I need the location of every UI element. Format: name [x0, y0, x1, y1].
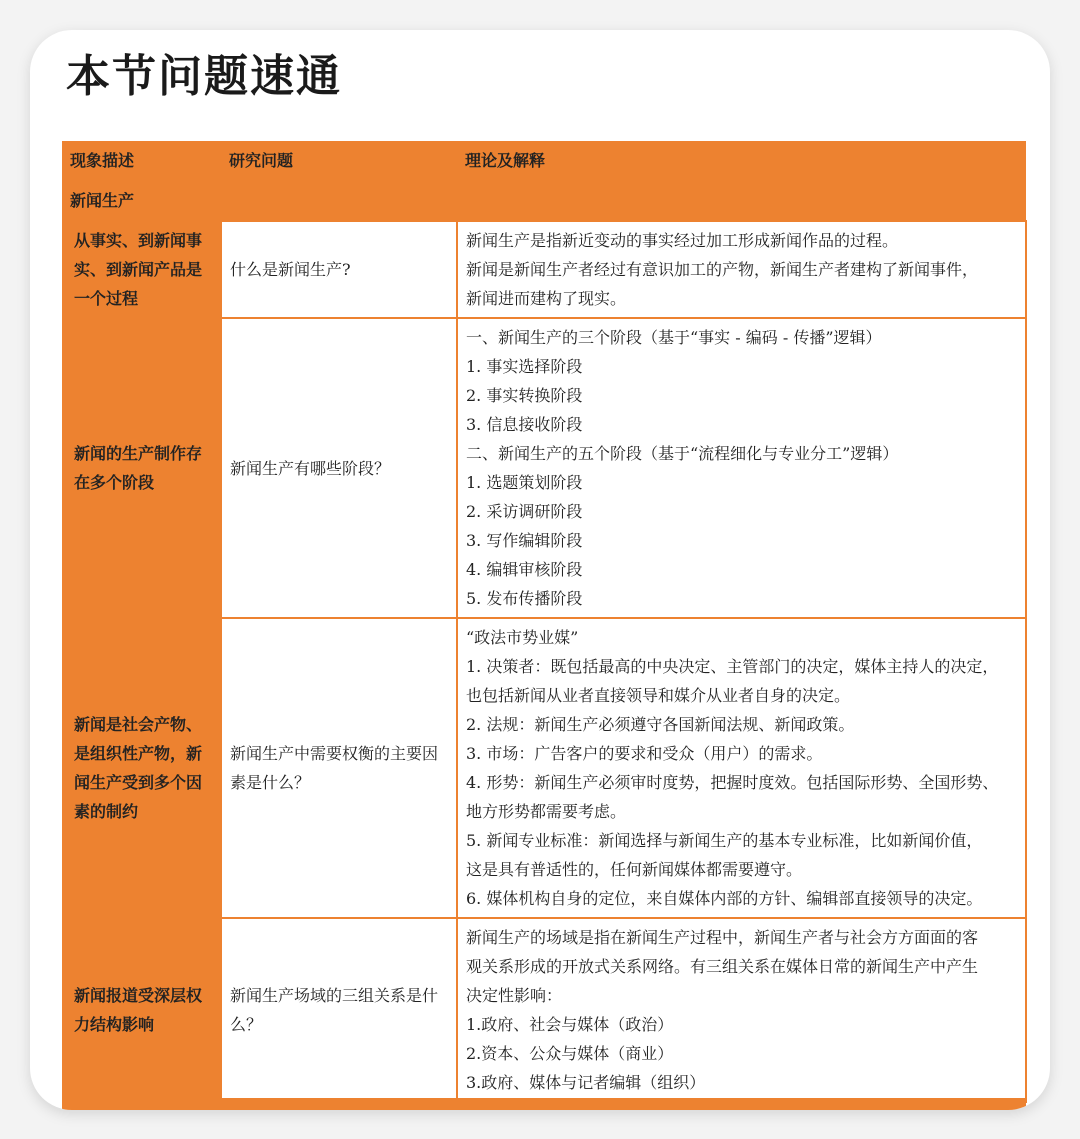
section-row [62, 180, 1026, 221]
phenomenon-cell: 新闻的生产制作存在多个阶段 [62, 318, 221, 618]
explanation-line: 1. 决策者：既包括最高的中央决定、主管部门的决定，媒体主持人的决定， [466, 657, 999, 676]
explanation-line: 6. 媒体机构自身的定位，来自媒体内部的方针、编辑部直接领导的决定。 [466, 889, 983, 908]
table-row [62, 318, 1026, 618]
phenomenon-cell: 新闻是社会产物、是组织性产物，新闻生产受到多个因素的制约 [62, 618, 221, 918]
explanation-line: 5. 发布传播阶段 [466, 589, 583, 608]
explanation-line: 2. 事实转换阶段 [466, 386, 583, 405]
table-bottom-bar [62, 1098, 1026, 1110]
explanation-line: 观关系形成的开放式关系网络。有三组关系在媒体日常的新闻生产中产生 [466, 957, 979, 976]
explanation-cell [457, 618, 1026, 918]
explanation-line: 3.政府、媒体与记者编辑（组织） [466, 1073, 706, 1092]
table-row [62, 221, 1026, 318]
header-explanation: 理论及解释 [457, 141, 1026, 180]
phenomenon-cell: 新闻报道受深层权力结构影响 [62, 918, 221, 1102]
explanation-line: 一、新闻生产的三个阶段（基于“事实 - 编码 - 传播”逻辑） [466, 328, 882, 347]
header-phenomenon: 现象描述 [62, 141, 221, 180]
explanation-line: “政法市势业媒” [466, 628, 579, 647]
page-title: 本节问题速通 [66, 51, 342, 102]
phenomenon-cell: 从事实、到新闻事实、到新闻产品是一个过程 [62, 221, 221, 318]
explanation-line: 1. 选题策划阶段 [466, 473, 583, 492]
explanation-line: 3. 信息接收阶段 [466, 415, 583, 434]
explanation-line: 4. 编辑审核阶段 [466, 560, 583, 579]
explanation-line: 1. 事实选择阶段 [466, 357, 583, 376]
section-label: 新闻生产 [62, 180, 221, 221]
explanation-line: 5. 新闻专业标准：新闻选择与新闻生产的基本专业标准，比如新闻价值， [466, 831, 983, 850]
explanation-line: 3. 写作编辑阶段 [466, 531, 583, 550]
header-question: 研究问题 [221, 141, 457, 180]
explanation-line: 2. 采访调研阶段 [466, 502, 583, 521]
explanation-cell [457, 318, 1026, 618]
explanation-line: 3. 市场：广告客户的要求和受众（用户）的需求。 [466, 744, 823, 763]
explanation-line: 这是具有普适性的，任何新闻媒体都需要遵守。 [466, 860, 803, 879]
explanation-cell [457, 221, 1026, 318]
explanation-line: 地方形势都需要考虑。 [466, 802, 627, 821]
table-row [62, 918, 1026, 1102]
table-row [62, 618, 1026, 918]
explanation-line: 也包括新闻从业者直接领导和媒介从业者自身的决定。 [466, 686, 851, 705]
summary-table [62, 141, 1027, 1103]
question-cell: 新闻生产场域的三组关系是什么？ [221, 918, 457, 1102]
content-card [30, 30, 1050, 1110]
explanation-line: 新闻进而建构了现实。 [466, 289, 627, 308]
explanation-line: 新闻生产是指新近变动的事实经过加工形成新闻作品的过程。 [466, 231, 899, 250]
table-header-row [62, 141, 1026, 180]
question-cell: 新闻生产中需要权衡的主要因素是什么？ [221, 618, 457, 918]
question-cell: 什么是新闻生产? [221, 221, 457, 318]
explanation-line: 2. 法规：新闻生产必须遵守各国新闻法规、新闻政策。 [466, 715, 855, 734]
explanation-line: 2.资本、公众与媒体（商业） [466, 1044, 674, 1063]
explanation-cell [457, 918, 1026, 1102]
explanation-line: 1.政府、社会与媒体（政治） [466, 1015, 674, 1034]
explanation-line: 二、新闻生产的五个阶段（基于“流程细化与专业分工”逻辑） [466, 444, 899, 463]
explanation-line: 新闻生产的场域是指在新闻生产过程中，新闻生产者与社会方方面面的客 [466, 928, 979, 947]
explanation-line: 新闻是新闻生产者经过有意识加工的产物，新闻生产者建构了新闻事件， [466, 260, 979, 279]
question-cell: 新闻生产有哪些阶段？ [221, 318, 457, 618]
explanation-line: 决定性影响： [466, 986, 563, 1005]
explanation-line: 4. 形势：新闻生产必须审时度势，把握时度效。包括国际形势、全国形势、 [466, 773, 999, 792]
